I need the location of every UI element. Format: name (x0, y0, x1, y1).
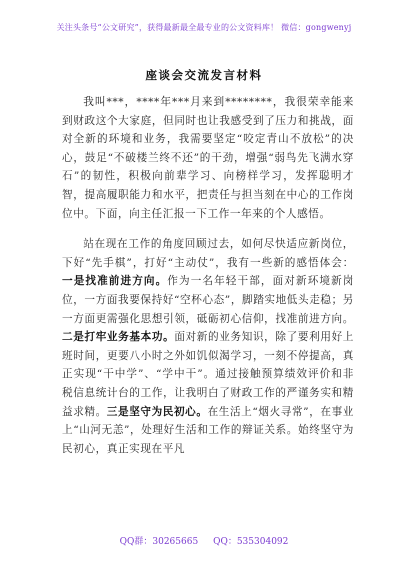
document-body (62, 93, 354, 468)
header-note: 关注头条号“公文研究”，获得最新最全最专业的公文资料库！ 微信：gongwenyj (56, 23, 352, 32)
paragraph-1 (62, 93, 354, 223)
paragraph-1-text: 我叫***，****年***月来到********，我很荣幸能来到财政这个大家庭，但同时也让我感受到了压力和挑战，面对全新的环境和业务，我需要坚定“咬定青山不放松”的决心，鼓足“不破楼兰终不还”的干劲，增强“弱鸟先飞满水穿石”的韧性，积极向前辈学习、向榜样学习，发挥聪明才智，提高履职能力和水平，把责任与担当刻在中心的工作岗位中。下面，向主任汇报一下工作一年来的个人感悟。 (62, 96, 354, 220)
point-3-text: 在生活上“烟火寻常”，在事业上“山河无恙”，处理好生活和工作的辩证关系。始终坚守为民初心，真正实现在平凡 (62, 405, 354, 455)
footer-contact (0, 534, 408, 547)
point-2-heading: 二是打牢业务基本功。 (62, 331, 175, 344)
point-1-heading: 一是找准前进方向。 (62, 275, 168, 288)
point-3-heading: 三是坚守为民初心。 (106, 405, 208, 418)
paragraph-2 (62, 235, 354, 458)
point-2-text: 面对新的业务知识，除了要利用好上班时间，更要八小时之外如饥似渴学习，一刻不停提高，真正实现“干中学”、“学中干”。通过接触预算绩效评价和非税信息统计台的工作，让我明白了财政工作的严谨务实和精益求精。 (62, 331, 354, 418)
paragraph-2-intro: 站在现在工作的角度回顾过去，如何尽快适应新岗位，下好“先手棋”，打好“主动仗”，我有一些新的感悟体会： (62, 238, 354, 269)
document-title: 座谈会交流发言材料 (145, 68, 263, 82)
footer-qq-group: QQ群：30265665 (119, 537, 199, 547)
point-1-text: 作为一名年轻干部，面对新环境新岗位，一方面我要保持好“空杯心态”，脚踏实地低头走稳；另一方面更需强化思想引领，砥砺初心信仰，找准前进方向。 (62, 275, 354, 325)
footer-qq: QQ：535304092 (213, 537, 289, 547)
